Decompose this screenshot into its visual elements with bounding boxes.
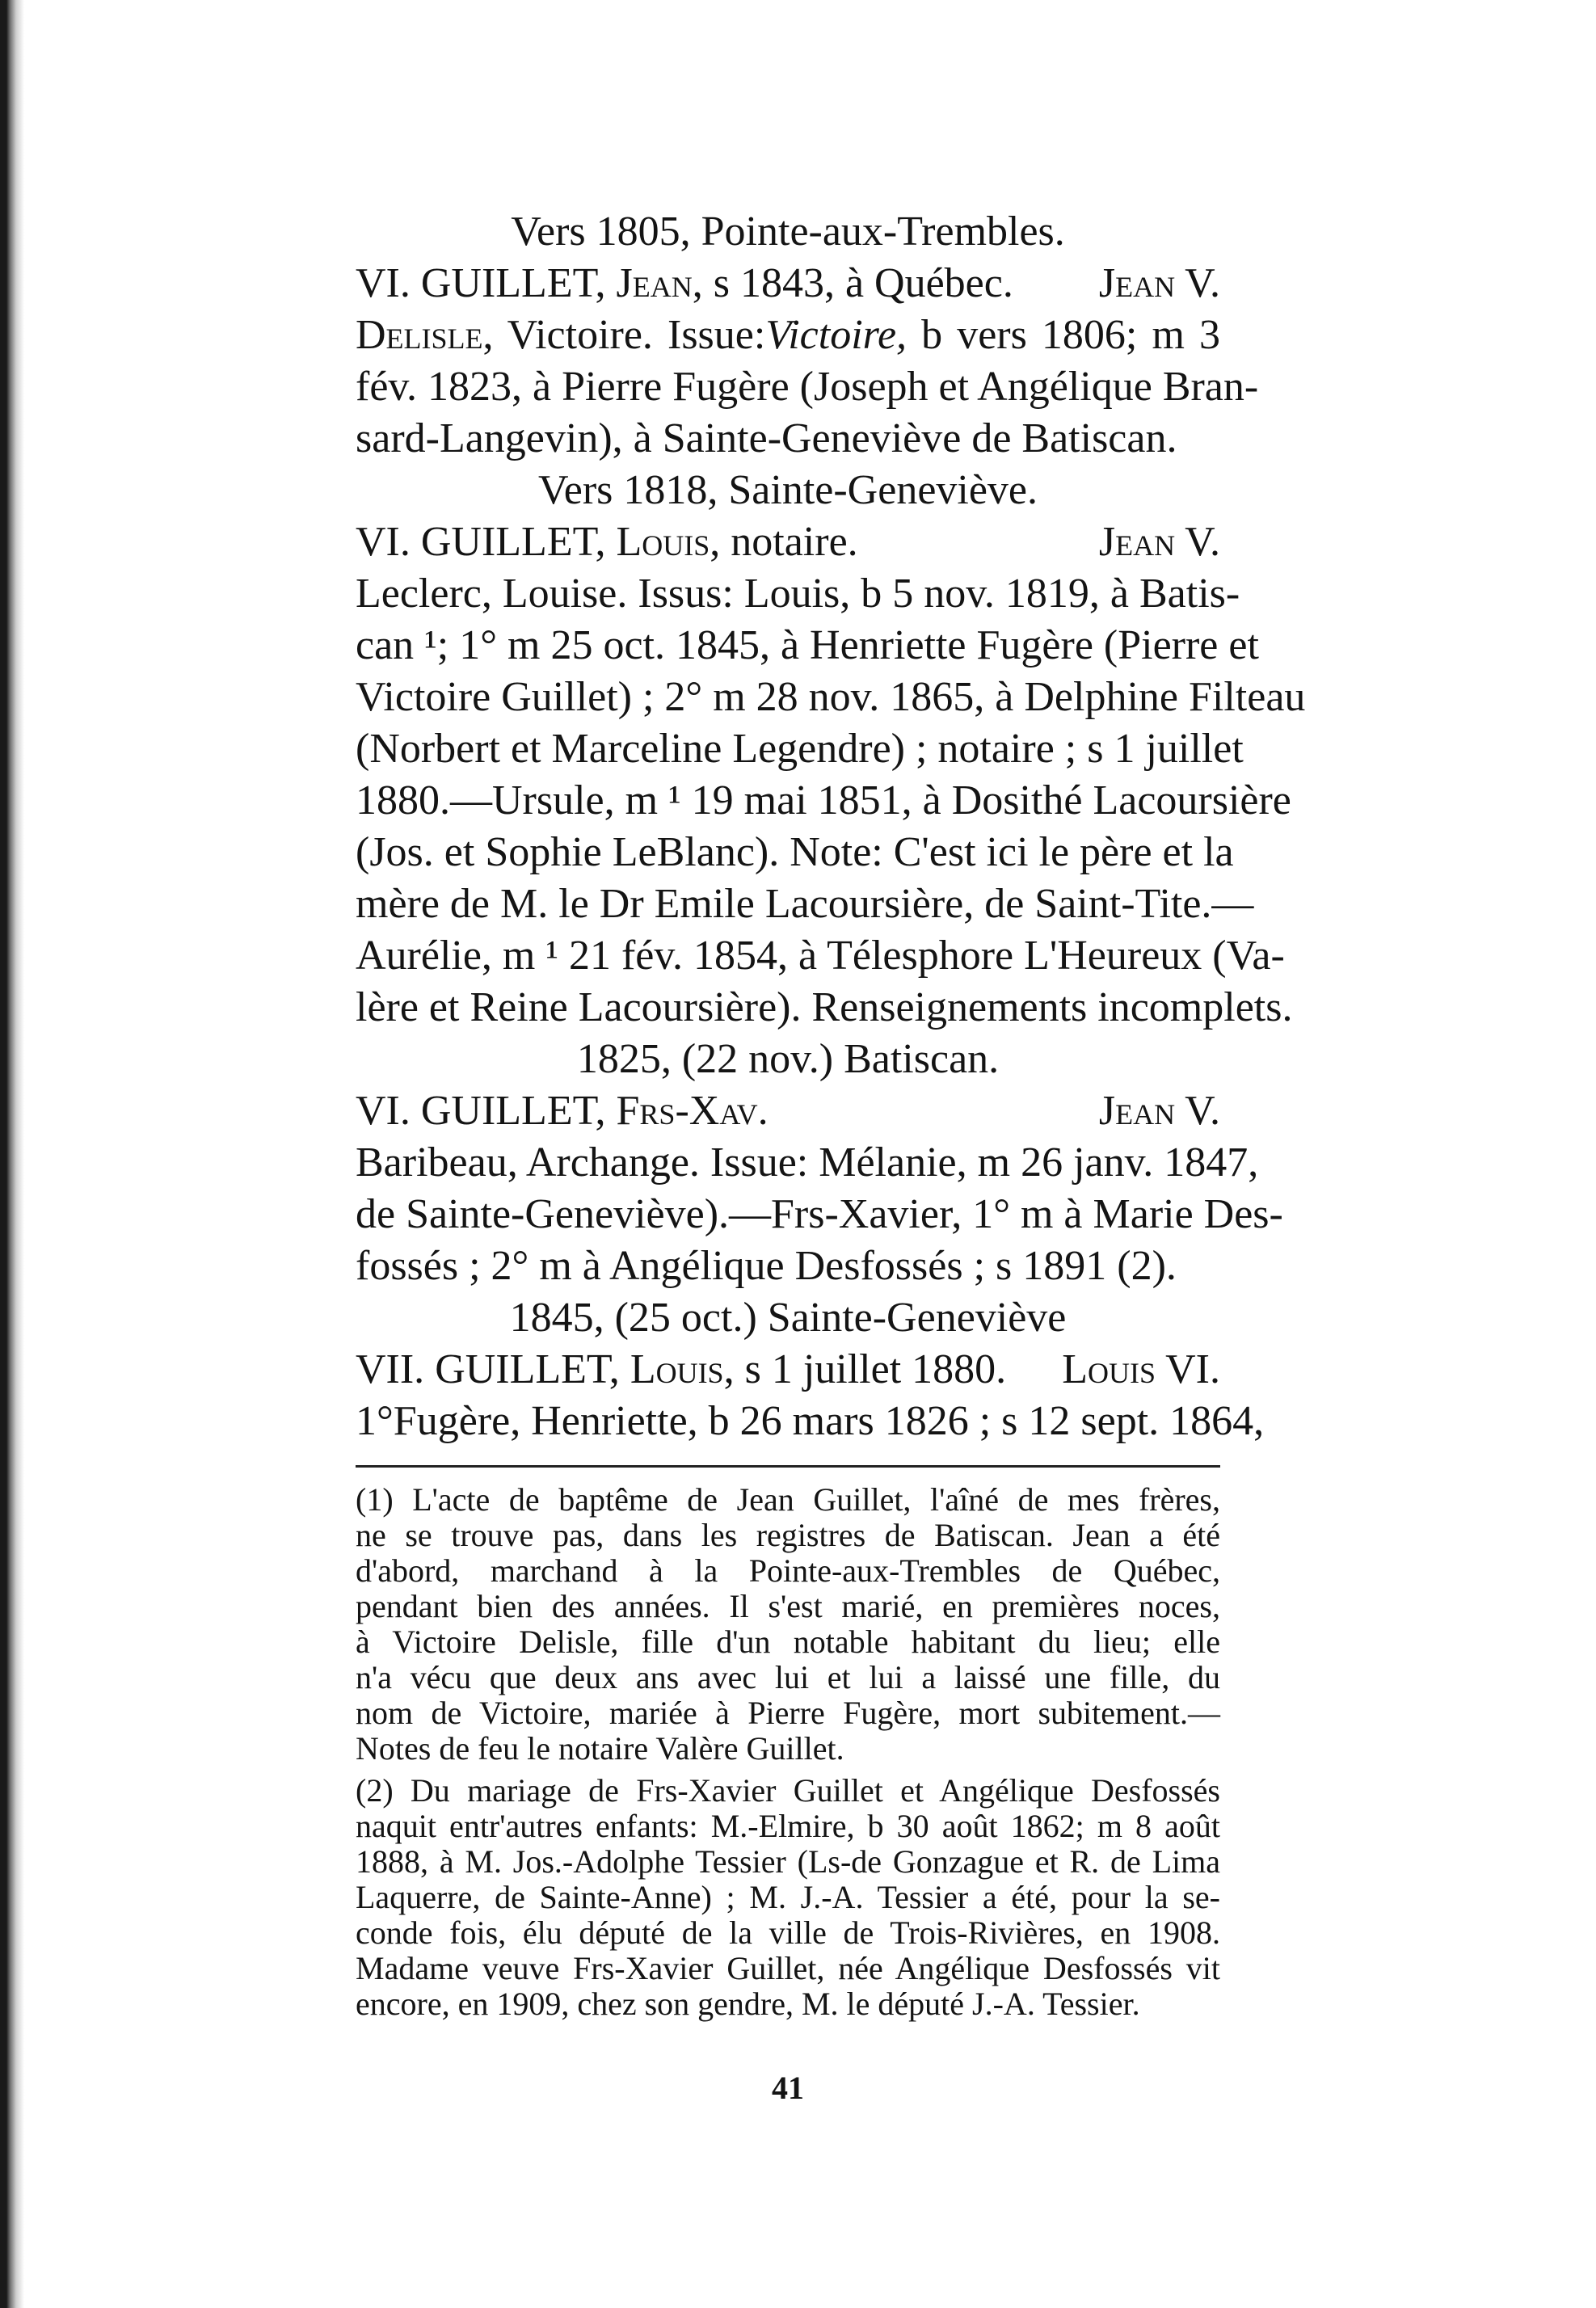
- text-line: (Norbert et Marceline Legendre) ; notaire ; s 1 juillet: [356, 726, 1244, 772]
- place-heading: 1845, (25 oct.) Sainte-Geneviève: [509, 1295, 1067, 1341]
- text-line: Victoire Guillet) ; 2° m 28 nov. 1865, à Delphine Filteau: [356, 674, 1306, 720]
- entry-details: s 1 juillet 1880.: [734, 1346, 1007, 1392]
- father-ref: Jean V.: [1098, 1088, 1220, 1134]
- text-line: Aurélie, m ¹ 21 fév. 1854, à Télesphore L'Heureux (Va-: [356, 933, 1285, 979]
- child-name: Victoire,: [765, 312, 907, 358]
- family-name: GUILLET,: [420, 519, 606, 565]
- given-name: Jean,: [616, 260, 703, 306]
- text-line: mère de M. le Dr Emile Lacoursière, de Saint-Tite.—: [356, 881, 1254, 927]
- family-name: GUILLET,: [435, 1346, 620, 1392]
- entry-details: notaire.: [720, 519, 858, 565]
- generation-number: VII.: [356, 1346, 425, 1392]
- family-name: GUILLET,: [420, 1088, 606, 1134]
- father-ref: Jean V.: [1098, 519, 1220, 565]
- footnote-line: ne se trouve pas, dans les registres de Batiscan. Jean a été: [356, 1517, 1220, 1553]
- entry-details: s 1843, à Québec.: [702, 260, 1013, 306]
- place-heading: Vers 1805, Pointe-aux-Trembles.: [511, 208, 1065, 255]
- text-line: 1880.—Ursule, m ¹ 19 mai 1851, à Dosithé Lacoursière: [356, 777, 1291, 823]
- footnote-line: naquit entr'autres enfants: M.-Elmire, b 30 août 1862; m 8 août: [356, 1808, 1220, 1844]
- text-line: (Jos. et Sophie LeBlanc). Note: C'est ici le père et la: [356, 829, 1234, 875]
- footnote-line: 1888, à M. Jos.-Adolphe Tessier (Ls-de Gonzague et R. de Lima: [356, 1843, 1220, 1880]
- family-name: GUILLET,: [420, 260, 606, 306]
- place-heading: Vers 1818, Sainte-Geneviève.: [537, 467, 1038, 513]
- text-span: b vers 1806; m 3: [907, 312, 1220, 358]
- father-ref: Louis VI.: [1062, 1346, 1220, 1392]
- text-line: lère et Reine Lacoursière). Renseignements incomplets.: [356, 984, 1293, 1030]
- place-heading: 1825, (22 nov.) Batiscan.: [576, 1036, 1000, 1082]
- footnote-line: Laquerre, de Sainte-Anne) ; M. J.-A. Tessier a été, pour la se-: [356, 1879, 1220, 1915]
- footnote-line: (1) L'acte de baptême de Jean Guillet, l'aîné de mes frères,: [356, 1481, 1220, 1518]
- text-line: sard-Langevin), à Sainte-Geneviève de Batiscan.: [356, 415, 1177, 461]
- generation-number: VI.: [356, 1088, 411, 1134]
- text-line: can ¹; 1° m 25 oct. 1845, à Henriette Fugère (Pierre et: [356, 622, 1259, 668]
- footnote-line: n'a vécu que deux ans avec lui et lui a laissé une fille, du: [356, 1659, 1220, 1695]
- generation-number: VI.: [356, 260, 411, 306]
- footnote-line: d'abord, marchand à la Pointe-aux-Trembles de Québec,: [356, 1552, 1220, 1589]
- text-line: Baribeau, Archange. Issue: Mélanie, m 26 janv. 1847,: [356, 1139, 1259, 1186]
- footnote-line: à Victoire Delisle, fille d'un notable habitant du lieu; elle: [356, 1624, 1220, 1660]
- footnote-line: conde fois, élu député de la ville de Trois-Rivières, en 1908.: [356, 1914, 1220, 1951]
- text-span: Victoire. Issue:: [493, 312, 766, 358]
- scan-edge: [0, 0, 24, 2308]
- text-line: de Sainte-Geneviève).—Frs-Xavier, 1° m à Marie Des-: [356, 1191, 1283, 1237]
- footnote-line: encore, en 1909, chez son gendre, M. le député J.-A. Tessier.: [356, 1986, 1140, 2022]
- spouse-name: Delisle,: [356, 312, 494, 358]
- text-line: fossés ; 2° m à Angélique Desfossés ; s 1891 (2).: [356, 1243, 1177, 1289]
- text-line: 1°Fugère, Henriette, b 26 mars 1826 ; s 12 sept. 1864,: [356, 1398, 1265, 1444]
- given-name: Louis,: [630, 1346, 735, 1392]
- given-name: Louis,: [616, 519, 721, 565]
- footnote-line: (2) Du mariage de Frs-Xavier Guillet et Angélique Desfossés: [356, 1772, 1220, 1809]
- text-line: fév. 1823, à Pierre Fugère (Joseph et Angélique Bran-: [356, 364, 1259, 410]
- given-name: Frs-Xav.: [616, 1088, 769, 1134]
- page-number: 41: [772, 2070, 804, 2106]
- footnote-line: Notes de feu le notaire Valère Guillet.: [356, 1730, 844, 1767]
- text-line: Leclerc, Louise. Issus: Louis, b 5 nov. 1819, à Batis-: [356, 571, 1240, 617]
- father-ref: Jean V.: [1098, 260, 1220, 306]
- generation-number: VI.: [356, 519, 411, 565]
- footnote-line: nom de Victoire, mariée à Pierre Fugère, mort subitement.—: [356, 1695, 1220, 1731]
- footnote-line: pendant bien des années. Il s'est marié, en premières noces,: [356, 1588, 1220, 1624]
- footnote-line: Madame veuve Frs-Xavier Guillet, née Angélique Desfossés vit: [356, 1950, 1220, 1986]
- page-number-area: [356, 0, 1306, 2308]
